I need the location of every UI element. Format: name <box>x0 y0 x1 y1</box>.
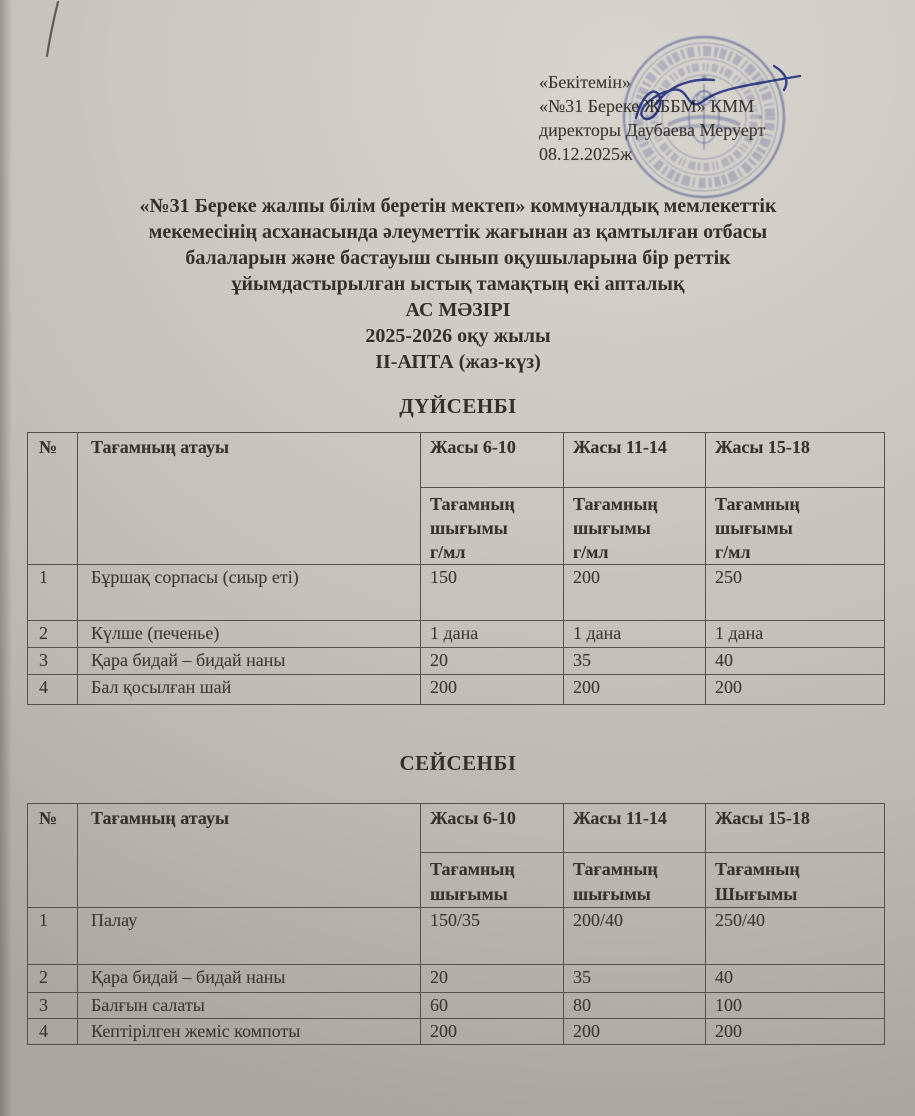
cell-value: 35 <box>564 965 706 993</box>
approval-line: «№31 Береке ЖББМ» КММ <box>539 96 755 116</box>
cell-dish: Күлше (печенье) <box>78 621 421 648</box>
cell-value: 200 <box>564 1019 706 1045</box>
subheader-line: Тағамның <box>715 859 800 879</box>
cell-dish: Қара бидай – бидай наны <box>78 965 421 993</box>
col-header-dish: Тағамның атауы <box>78 804 421 908</box>
table-row <box>28 621 885 648</box>
cell-value: 100 <box>706 993 885 1019</box>
approval-line: 08.12.2025ж <box>539 144 633 164</box>
subheader-line: Тағамның <box>573 859 658 879</box>
menu-table-tuesday <box>27 803 885 1045</box>
subheader-output <box>706 488 885 565</box>
table-row <box>28 993 885 1019</box>
cell-dish: Бал қосылған шай <box>78 675 421 705</box>
table-row <box>28 965 885 993</box>
cell-dish: Палау <box>78 908 421 965</box>
cell-num: 2 <box>28 621 78 648</box>
cell-value: 200 <box>564 675 706 705</box>
col-header-num: № <box>28 433 78 565</box>
subheader-output <box>564 853 706 908</box>
subheader-line: шығымы <box>430 518 508 538</box>
menu-table-monday <box>27 432 885 705</box>
pen-mark <box>38 0 70 62</box>
document-title <box>28 193 888 375</box>
table-row <box>28 565 885 621</box>
cell-num: 1 <box>28 565 78 621</box>
day-heading-monday: ДҮЙСЕНБІ <box>399 394 517 418</box>
title-line: АС МӘЗІРІ <box>405 299 511 321</box>
cell-num: 4 <box>28 1019 78 1045</box>
col-header-age-6-10: Жасы 6-10 <box>421 804 564 853</box>
cell-value: 200 <box>706 1019 885 1045</box>
subheader-line: Тағамның <box>430 859 515 879</box>
cell-dish: Қара бидай – бидай наны <box>78 648 421 675</box>
title-line: 2025-2026 оқу жылы <box>365 325 551 347</box>
cell-value: 250 <box>706 565 885 621</box>
cell-value: 20 <box>421 965 564 993</box>
col-header-age-15-18: Жасы 15-18 <box>706 804 885 853</box>
cell-value: 20 <box>421 648 564 675</box>
cell-value: 150 <box>421 565 564 621</box>
title-line: ІІ-АПТА (жаз-күз) <box>375 351 541 373</box>
col-header-num: № <box>28 804 78 908</box>
cell-num: 3 <box>28 993 78 1019</box>
cell-value: 1 дана <box>564 621 706 648</box>
cell-value: 40 <box>706 648 885 675</box>
cell-dish: Бұршақ сорпасы (сиыр еті) <box>78 565 421 621</box>
title-line: балаларын және бастауыш сынып оқушыларына бір реттік <box>185 247 731 269</box>
cell-num: 2 <box>28 965 78 993</box>
cell-value: 200/40 <box>564 908 706 965</box>
subheader-output <box>706 853 885 908</box>
cell-value: 200 <box>564 565 706 621</box>
cell-value: 200 <box>706 675 885 705</box>
paper-edge-shadow <box>0 0 12 1116</box>
cell-value: 80 <box>564 993 706 1019</box>
col-header-dish: Тағамның атауы <box>78 433 421 565</box>
subheader-line: Тағамның <box>430 494 515 514</box>
cell-value: 250/40 <box>706 908 885 965</box>
cell-num: 3 <box>28 648 78 675</box>
table-row <box>28 1019 885 1045</box>
cell-value: 200 <box>421 675 564 705</box>
subheader-line: шығымы <box>573 884 651 904</box>
subheader-line: шығымы <box>715 518 793 538</box>
cell-num: 4 <box>28 675 78 705</box>
cell-value: 40 <box>706 965 885 993</box>
cell-value: 150/35 <box>421 908 564 965</box>
cell-value: 200 <box>421 1019 564 1045</box>
table-header-row <box>28 804 885 853</box>
approval-line: директоры Даубаева Меруерт <box>539 120 766 140</box>
subheader-line: г/мл <box>430 542 466 562</box>
cell-dish: Балғын салаты <box>78 993 421 1019</box>
signature-icon <box>598 50 818 142</box>
table-header-row <box>28 433 885 488</box>
table-row <box>28 908 885 965</box>
cell-value: 1 дана <box>706 621 885 648</box>
subheader-line: г/мл <box>573 542 609 562</box>
title-line: ұйымдастырылған ыстық тамақтың екі апталық <box>231 273 685 295</box>
title-line: мекемесінің асханасында әлеуметтік жағынан аз қамтылған отбасы <box>148 221 768 243</box>
subheader-line: Тағамның <box>715 494 800 514</box>
table-row <box>28 675 885 705</box>
col-header-age-15-18: Жасы 15-18 <box>706 433 885 488</box>
subheader-line: Шығымы <box>715 884 798 904</box>
subheader-line: шығымы <box>573 518 651 538</box>
col-header-age-6-10: Жасы 6-10 <box>421 433 564 488</box>
cell-value: 60 <box>421 993 564 1019</box>
subheader-line: шығымы <box>430 884 508 904</box>
title-line: «№31 Береке жалпы білім беретін мектеп» коммуналдық мемлекеттік <box>139 195 777 217</box>
subheader-output <box>564 488 706 565</box>
approval-line: «Бекітемін» <box>539 72 631 92</box>
subheader-output <box>421 853 564 908</box>
col-header-age-11-14: Жасы 11-14 <box>564 804 706 853</box>
subheader-output <box>421 488 564 565</box>
cell-num: 1 <box>28 908 78 965</box>
subheader-line: г/мл <box>715 542 751 562</box>
table-row <box>28 648 885 675</box>
col-header-age-11-14: Жасы 11-14 <box>564 433 706 488</box>
cell-value: 35 <box>564 648 706 675</box>
subheader-line: Тағамның <box>573 494 658 514</box>
cell-dish: Кептірілген жеміс компоты <box>78 1019 421 1045</box>
day-heading-tuesday: СЕЙСЕНБІ <box>399 751 517 775</box>
cell-value: 1 дана <box>421 621 564 648</box>
